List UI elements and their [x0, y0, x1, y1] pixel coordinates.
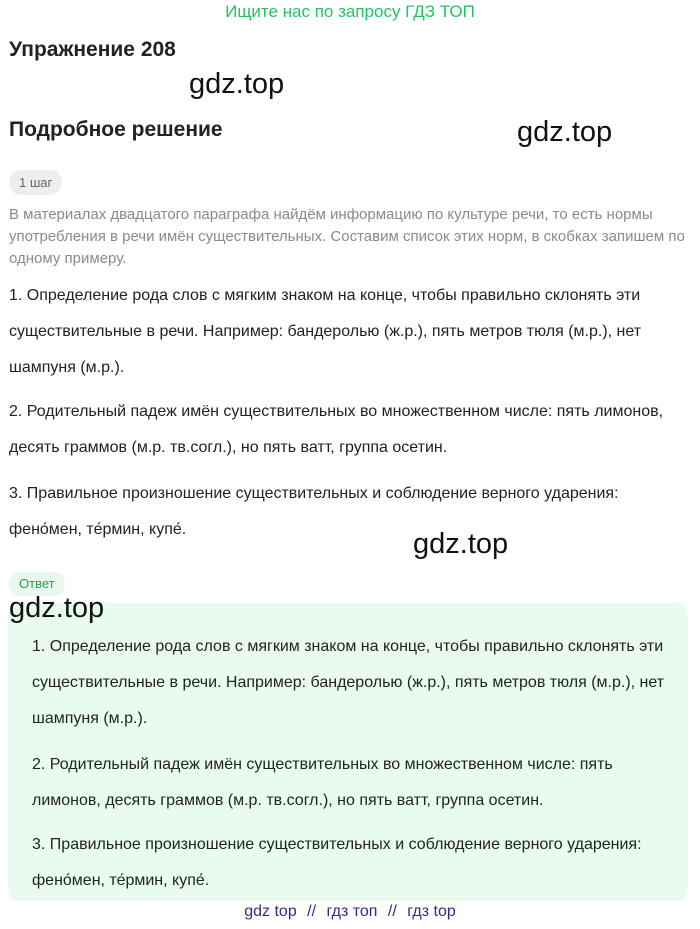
footer-link[interactable]: гдз топ	[326, 903, 378, 920]
answer-item: 2. Родительный падеж имён существительных во множественном числе: пять лимонов, десять граммов (м.р. тв.согл.), но пять ватт, группа осетин.	[32, 756, 613, 809]
solution-item: 3. Правильное произношение существительных и соблюдение верного ударения: фено́мен, те́рмин, купе́.	[9, 485, 619, 538]
watermark: gdz.top	[413, 528, 509, 560]
footer-separator: //	[387, 903, 397, 920]
answer-item: 3. Правильное произношение существительных и соблюдение верного ударения: фено́мен, те́рмин, купе́.	[32, 836, 642, 889]
watermark: gdz.top	[517, 116, 613, 148]
watermark: gdz.top	[9, 592, 105, 624]
solution-title: Подробное решение	[9, 118, 223, 141]
intro-paragraph: В материалах двадцатого параграфа найдём информацию по культуре речи, то есть нормы употребления в речи имён существительных. Составим список этих норм, в скобках запишем по одному примеру.	[9, 206, 685, 267]
watermark: gdz.top	[189, 68, 285, 100]
answer-item: 1. Определение рода слов с мягким знаком на конце, чтобы правильно склонять эти существительные в речи. Например: бандеролью (ж.р.), пять метров тюля (м.р.), нет шампуня (м.р.).	[32, 638, 665, 727]
solution-item: 1. Определение рода слов с мягким знаком на конце, чтобы правильно склонять эти существительные в речи. Например: бандеролью (ж.р.), пять метров тюля (м.р.), нет шампуня (м.р.).	[9, 287, 642, 376]
search-hint-banner: Ищите нас по запросу ГДЗ ТОП	[225, 2, 475, 21]
footer-link[interactable]: гдз top	[407, 903, 456, 920]
step-badge: 1 шаг	[9, 170, 62, 195]
footer-link[interactable]: gdz top	[244, 903, 297, 920]
answer-badge: Ответ	[9, 572, 65, 596]
exercise-title: Упражнение 208	[9, 38, 176, 61]
solution-item: 2. Родительный падеж имён существительных во множественном числе: пять лимонов, десять граммов (м.р. тв.согл.), но пять ватт, группа осетин.	[9, 403, 664, 456]
footer-separator: //	[307, 903, 317, 920]
footer-links	[0, 903, 700, 921]
